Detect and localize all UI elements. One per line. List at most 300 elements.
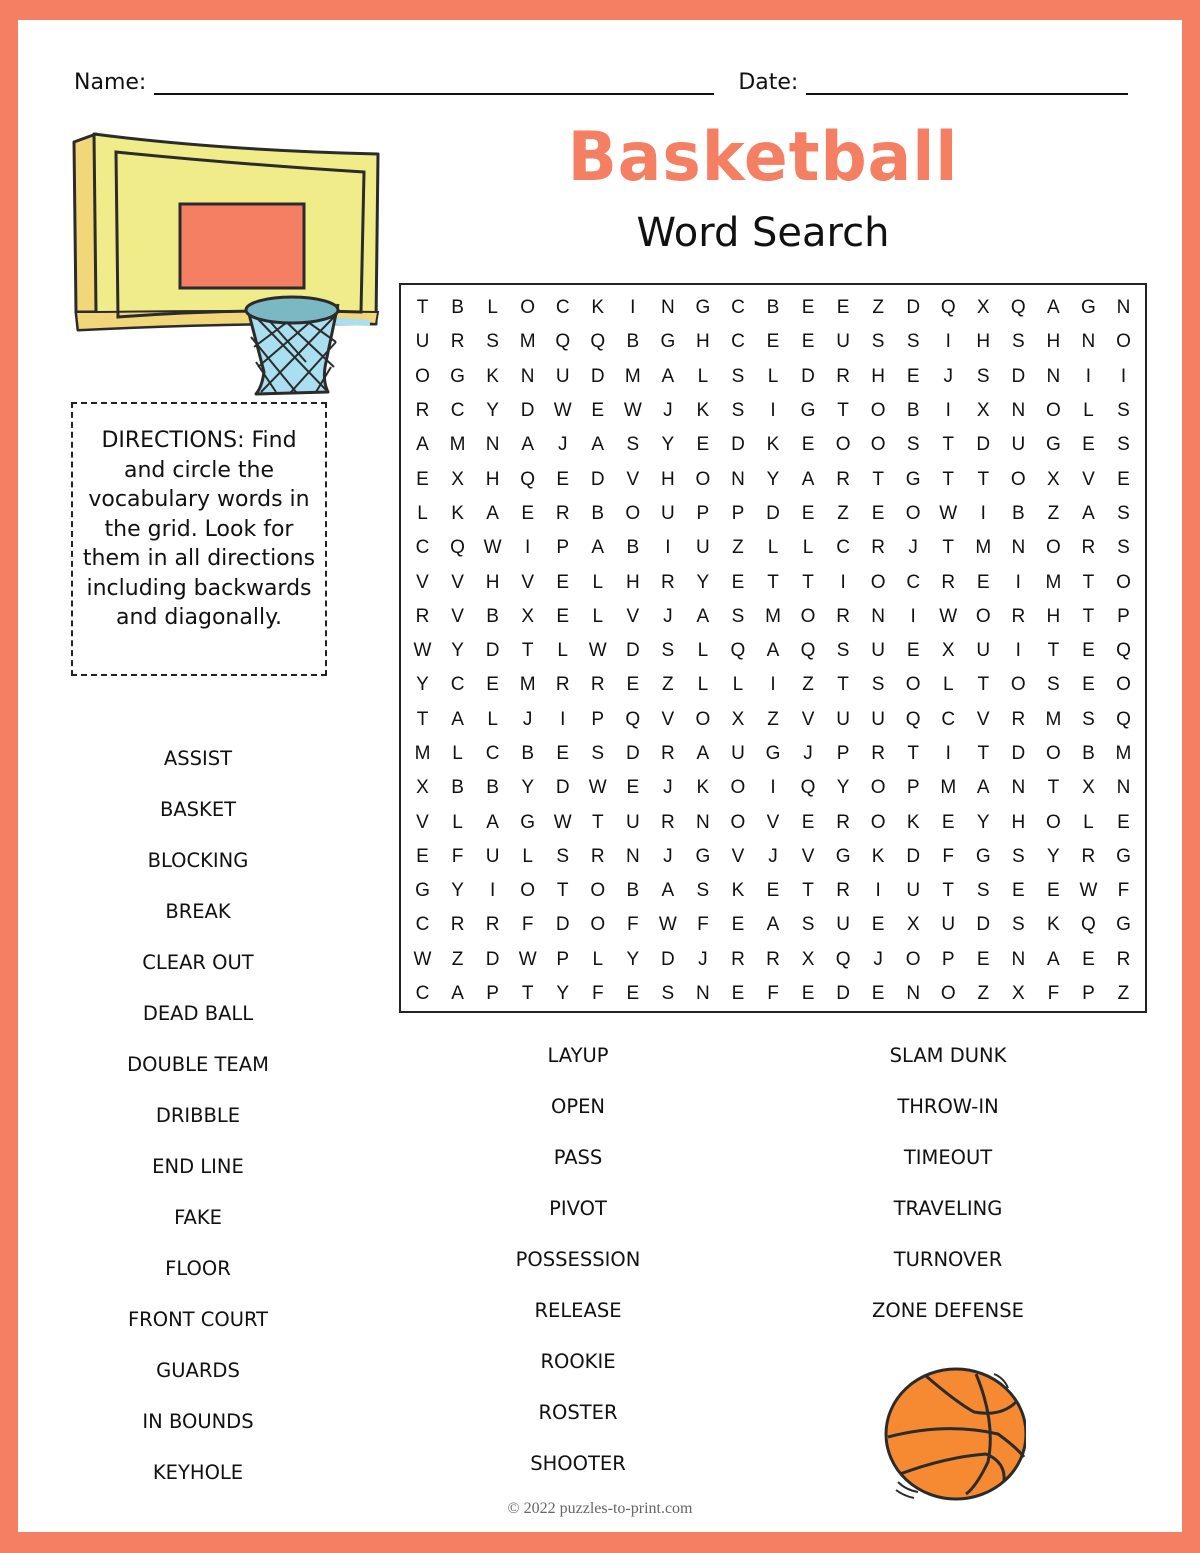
grid-cell[interactable]: P (1082, 983, 1095, 1005)
grid-cell[interactable]: R (590, 674, 605, 696)
grid-cell[interactable]: Q (905, 708, 921, 730)
grid-cell[interactable]: E (731, 571, 745, 593)
grid-cell[interactable]: T (591, 811, 604, 833)
grid-cell[interactable]: B (451, 777, 464, 799)
grid-cell[interactable]: X (731, 708, 745, 730)
grid-cell[interactable]: X (976, 297, 990, 319)
grid-cell[interactable]: J (908, 537, 918, 559)
grid-cell[interactable]: R (836, 811, 850, 833)
grid-cell[interactable]: M (519, 674, 536, 696)
grid-cell[interactable]: Y (661, 434, 675, 456)
grid-cell[interactable]: T (521, 640, 534, 662)
grid-cell[interactable]: Y (976, 811, 990, 833)
grid-cell[interactable]: A (661, 880, 675, 902)
grid-cell[interactable]: F (767, 983, 779, 1005)
grid-cell[interactable]: D (731, 434, 745, 456)
grid-cell[interactable]: B (626, 331, 640, 353)
grid-cell[interactable]: D (555, 777, 570, 799)
grid-cell[interactable]: H (485, 468, 500, 490)
grid-cell[interactable]: E (1047, 880, 1060, 902)
grid-cell[interactable]: J (522, 708, 533, 730)
grid-cell[interactable]: A (976, 777, 990, 799)
grid-cell[interactable]: L (592, 571, 604, 593)
grid-cell[interactable]: K (731, 880, 745, 902)
grid-cell[interactable]: F (942, 845, 955, 867)
grid-cell[interactable]: C (555, 297, 570, 319)
grid-cell[interactable]: H (696, 331, 710, 353)
grid-cell[interactable]: T (977, 468, 990, 490)
grid-cell[interactable]: A (1082, 502, 1095, 524)
grid-cell[interactable]: O (1116, 674, 1131, 696)
grid-cell[interactable]: N (696, 811, 710, 833)
grid-cell[interactable]: Y (1047, 845, 1060, 867)
grid-cell[interactable]: E (591, 400, 605, 422)
grid-cell[interactable]: A (486, 811, 499, 833)
grid-cell[interactable]: F (627, 914, 639, 936)
grid-cell[interactable]: P (906, 777, 920, 799)
grid-cell[interactable]: N (625, 845, 640, 867)
grid-cell[interactable]: S (836, 640, 850, 662)
grid-cell[interactable]: E (626, 983, 640, 1005)
grid-cell[interactable]: W (413, 948, 432, 970)
grid-cell[interactable]: P (836, 743, 850, 764)
grid-cell[interactable]: X (1011, 983, 1025, 1005)
grid-cell[interactable]: D (520, 400, 535, 422)
grid-cell[interactable]: A (766, 640, 780, 662)
grid-cell[interactable]: D (485, 948, 500, 970)
grid-cell[interactable]: B (591, 502, 605, 524)
grid-cell[interactable]: R (1116, 948, 1131, 970)
grid-cell[interactable]: L (487, 708, 498, 730)
grid-cell[interactable]: R (555, 502, 570, 524)
grid-cell[interactable]: V (451, 571, 464, 593)
grid-cell[interactable]: V (626, 605, 640, 627)
grid-cell[interactable]: Z (837, 502, 849, 524)
grid-cell[interactable]: L (487, 297, 498, 319)
grid-cell[interactable]: M (1045, 708, 1062, 730)
grid-cell[interactable]: G (520, 811, 536, 833)
grid-cell[interactable]: C (906, 571, 921, 593)
grid-cell[interactable]: D (766, 502, 780, 524)
grid-cell[interactable]: D (906, 297, 921, 319)
grid-cell[interactable]: O (835, 434, 851, 456)
grid-cell[interactable]: L (592, 605, 604, 627)
grid-cell[interactable]: X (906, 914, 920, 936)
grid-cell[interactable]: T (1082, 605, 1095, 627)
grid-cell[interactable]: L (1083, 400, 1094, 422)
grid-cell[interactable]: D (555, 914, 570, 936)
grid-cell[interactable]: Z (1117, 983, 1130, 1005)
grid-cell[interactable]: E (556, 743, 570, 764)
grid-cell[interactable]: G (800, 400, 816, 422)
grid-cell[interactable]: E (1011, 880, 1025, 902)
grid-cell[interactable]: O (590, 880, 606, 902)
grid-cell[interactable]: O (870, 811, 886, 833)
grid-cell[interactable]: H (1046, 331, 1061, 353)
name-field[interactable] (154, 71, 714, 95)
grid-cell[interactable]: O (905, 502, 921, 524)
grid-cell[interactable]: O (1045, 743, 1061, 764)
grid-cell[interactable]: T (872, 468, 884, 490)
grid-cell[interactable]: B (451, 297, 464, 319)
grid-cell[interactable]: U (871, 640, 885, 662)
grid-cell[interactable]: R (660, 811, 675, 833)
grid-cell[interactable]: E (801, 331, 815, 353)
grid-cell[interactable]: Z (451, 948, 464, 970)
grid-cell[interactable]: Y (451, 640, 464, 662)
grid-cell[interactable]: E (731, 914, 745, 936)
grid-cell[interactable]: J (663, 845, 673, 867)
grid-cell[interactable]: W (623, 400, 642, 422)
grid-cell[interactable]: N (1011, 948, 1026, 970)
grid-cell[interactable]: E (521, 502, 534, 524)
grid-cell[interactable]: L (557, 640, 568, 662)
grid-cell[interactable]: X (941, 640, 955, 662)
grid-cell[interactable]: T (556, 880, 569, 902)
grid-cell[interactable]: C (485, 743, 500, 764)
grid-cell[interactable]: U (625, 811, 640, 833)
grid-cell[interactable]: W (1079, 880, 1098, 902)
grid-cell[interactable]: A (696, 743, 710, 764)
grid-cell[interactable]: N (520, 365, 535, 387)
grid-cell[interactable]: T (1047, 640, 1060, 662)
grid-cell[interactable]: I (525, 537, 531, 559)
grid-cell[interactable]: E (976, 948, 990, 970)
grid-cell[interactable]: W (939, 502, 958, 524)
grid-cell[interactable]: E (416, 845, 429, 867)
grid-cell[interactable]: Q (1010, 297, 1026, 319)
grid-cell[interactable]: W (588, 777, 607, 799)
grid-cell[interactable]: Y (556, 983, 570, 1005)
grid-cell[interactable]: R (485, 914, 500, 936)
grid-cell[interactable]: R (555, 674, 570, 696)
grid-cell[interactable]: P (731, 502, 745, 524)
grid-cell[interactable]: E (416, 468, 429, 490)
grid-cell[interactable]: G (660, 331, 676, 353)
grid-cell[interactable]: R (941, 571, 956, 593)
grid-cell[interactable]: A (801, 468, 815, 490)
grid-cell[interactable]: U (415, 331, 430, 353)
grid-cell[interactable]: B (1011, 502, 1025, 524)
grid-cell[interactable]: R (660, 743, 675, 764)
grid-cell[interactable]: U (485, 845, 500, 867)
grid-cell[interactable]: P (1117, 605, 1130, 627)
grid-cell[interactable]: A (451, 983, 464, 1005)
grid-cell[interactable]: U (660, 502, 675, 524)
grid-cell[interactable]: D (590, 365, 605, 387)
grid-cell[interactable]: J (663, 400, 673, 422)
grid-cell[interactable]: S (1047, 674, 1060, 696)
grid-cell[interactable]: E (801, 434, 815, 456)
grid-cell[interactable]: O (730, 777, 746, 799)
grid-cell[interactable]: E (626, 777, 640, 799)
grid-cell[interactable]: E (941, 811, 955, 833)
grid-cell[interactable]: I (945, 743, 951, 764)
grid-cell[interactable]: O (870, 571, 886, 593)
grid-cell[interactable]: Z (872, 297, 884, 319)
grid-cell[interactable]: R (836, 880, 850, 902)
grid-cell[interactable]: E (1082, 674, 1095, 696)
grid-cell[interactable]: A (591, 537, 605, 559)
grid-cell[interactable]: E (1082, 640, 1095, 662)
grid-cell[interactable]: K (1047, 914, 1060, 936)
grid-cell[interactable]: V (801, 708, 815, 730)
grid-cell[interactable]: S (696, 880, 710, 902)
grid-cell[interactable]: V (416, 571, 429, 593)
grid-cell[interactable]: S (556, 845, 570, 867)
grid-cell[interactable]: U (906, 880, 921, 902)
grid-cell[interactable]: T (767, 571, 779, 593)
grid-cell[interactable]: L (767, 537, 779, 559)
grid-cell[interactable]: S (801, 914, 815, 936)
grid-cell[interactable]: J (663, 605, 673, 627)
grid-cell[interactable]: I (560, 708, 566, 730)
grid-cell[interactable]: L (697, 640, 709, 662)
grid-cell[interactable]: S (871, 674, 885, 696)
grid-cell[interactable]: Z (802, 674, 814, 696)
grid-cell[interactable]: R (871, 537, 885, 559)
grid-cell[interactable]: Y (416, 674, 429, 696)
grid-cell[interactable]: I (945, 331, 951, 353)
grid-cell[interactable]: D (660, 948, 675, 970)
grid-cell[interactable]: K (871, 845, 885, 867)
grid-cell[interactable]: C (450, 674, 465, 696)
grid-cell[interactable]: F (451, 845, 464, 867)
grid-cell[interactable]: T (802, 880, 814, 902)
grid-cell[interactable]: G (695, 297, 711, 319)
grid-cell[interactable]: J (698, 948, 708, 970)
grid-cell[interactable]: K (906, 811, 920, 833)
grid-cell[interactable]: O (1116, 571, 1131, 593)
grid-cell[interactable]: H (660, 468, 675, 490)
grid-cell[interactable]: O (905, 674, 921, 696)
grid-cell[interactable]: R (1011, 708, 1026, 730)
grid-cell[interactable]: O (870, 400, 886, 422)
grid-cell[interactable]: V (1082, 468, 1095, 490)
grid-cell[interactable]: C (941, 708, 956, 730)
grid-cell[interactable]: Q (555, 331, 571, 353)
grid-cell[interactable]: S (1117, 502, 1130, 524)
grid-cell[interactable]: E (801, 983, 815, 1005)
grid-cell[interactable]: L (592, 948, 604, 970)
grid-cell[interactable]: B (1082, 743, 1095, 764)
grid-cell[interactable]: E (906, 365, 920, 387)
grid-cell[interactable]: N (1046, 365, 1061, 387)
grid-cell[interactable]: Z (767, 708, 779, 730)
grid-cell[interactable]: K (451, 502, 464, 524)
grid-cell[interactable]: C (731, 331, 745, 353)
grid-cell[interactable]: T (942, 468, 955, 490)
grid-cell[interactable]: K (696, 400, 710, 422)
grid-cell[interactable]: T (802, 571, 814, 593)
grid-cell[interactable]: S (1011, 331, 1025, 353)
grid-cell[interactable]: G (905, 468, 921, 490)
grid-cell[interactable]: E (766, 880, 780, 902)
grid-cell[interactable]: O (1010, 674, 1026, 696)
grid-cell[interactable]: R (731, 948, 745, 970)
grid-cell[interactable]: I (875, 880, 881, 902)
grid-cell[interactable]: R (1081, 845, 1096, 867)
grid-cell[interactable]: U (696, 537, 710, 559)
grid-cell[interactable]: Y (486, 400, 499, 422)
grid-cell[interactable]: I (1015, 571, 1021, 593)
grid-cell[interactable]: P (696, 502, 710, 524)
grid-cell[interactable]: D (1011, 743, 1026, 764)
grid-cell[interactable]: F (697, 914, 709, 936)
grid-cell[interactable]: D (906, 845, 921, 867)
grid-cell[interactable]: D (836, 983, 850, 1005)
grid-cell[interactable]: I (665, 537, 671, 559)
grid-cell[interactable]: Q (625, 708, 641, 730)
grid-cell[interactable]: D (485, 640, 500, 662)
grid-cell[interactable]: L (522, 845, 533, 867)
grid-cell[interactable]: X (416, 777, 429, 799)
grid-cell[interactable]: T (521, 983, 534, 1005)
grid-cell[interactable]: O (800, 605, 816, 627)
grid-cell[interactable]: Z (662, 674, 674, 696)
grid-cell[interactable]: J (557, 434, 568, 456)
grid-cell[interactable]: G (450, 365, 465, 387)
grid-cell[interactable]: C (415, 537, 430, 559)
grid-cell[interactable]: Q (940, 297, 956, 319)
grid-cell[interactable]: E (486, 674, 499, 696)
grid-cell[interactable]: I (840, 571, 846, 593)
grid-cell[interactable]: R (766, 948, 780, 970)
grid-cell[interactable]: N (660, 297, 675, 319)
grid-cell[interactable]: F (591, 983, 604, 1005)
grid-cell[interactable]: S (661, 983, 675, 1005)
grid-cell[interactable]: O (625, 502, 641, 524)
grid-cell[interactable]: G (975, 845, 991, 867)
grid-cell[interactable]: T (977, 674, 990, 696)
grid-cell[interactable]: T (942, 880, 955, 902)
grid-cell[interactable]: D (625, 743, 640, 764)
grid-cell[interactable]: S (906, 331, 920, 353)
grid-cell[interactable]: N (731, 468, 745, 490)
grid-cell[interactable]: M (940, 777, 957, 799)
grid-cell[interactable]: E (766, 331, 780, 353)
grid-cell[interactable]: G (695, 845, 711, 867)
grid-cell[interactable]: E (1117, 811, 1130, 833)
grid-cell[interactable]: R (836, 365, 850, 387)
grid-cell[interactable]: P (486, 983, 499, 1005)
grid-cell[interactable]: T (1082, 571, 1095, 593)
grid-cell[interactable]: C (731, 297, 745, 319)
grid-cell[interactable]: V (416, 811, 429, 833)
grid-cell[interactable]: Q (800, 777, 816, 799)
grid-cell[interactable]: Q (1116, 640, 1131, 662)
grid-cell[interactable]: X (801, 948, 815, 970)
grid-cell[interactable]: S (731, 365, 745, 387)
grid-cell[interactable]: R (450, 331, 465, 353)
grid-cell[interactable]: S (1117, 434, 1130, 456)
grid-cell[interactable]: W (939, 605, 958, 627)
grid-cell[interactable]: E (801, 297, 815, 319)
grid-cell[interactable]: U (836, 708, 850, 730)
grid-cell[interactable]: Y (451, 880, 464, 902)
grid-cell[interactable]: Q (730, 640, 746, 662)
grid-cell[interactable]: U (976, 640, 991, 662)
grid-cell[interactable]: T (942, 537, 955, 559)
grid-cell[interactable]: L (697, 365, 709, 387)
grid-cell[interactable]: W (553, 400, 572, 422)
grid-cell[interactable]: E (871, 914, 885, 936)
grid-cell[interactable]: S (976, 365, 990, 387)
grid-cell[interactable]: P (556, 537, 570, 559)
grid-cell[interactable]: G (1081, 297, 1096, 319)
grid-cell[interactable]: T (837, 674, 849, 696)
grid-cell[interactable]: E (1117, 468, 1130, 490)
grid-cell[interactable]: F (1047, 983, 1060, 1005)
grid-cell[interactable]: Q (1081, 914, 1096, 936)
grid-cell[interactable]: H (871, 365, 885, 387)
grid-cell[interactable]: T (416, 297, 429, 319)
grid-cell[interactable]: D (590, 468, 605, 490)
grid-cell[interactable]: J (873, 948, 883, 970)
grid-cell[interactable]: N (1116, 297, 1131, 319)
grid-cell[interactable]: O (695, 468, 711, 490)
grid-cell[interactable]: E (1082, 434, 1095, 456)
grid-cell[interactable]: E (556, 571, 570, 593)
grid-cell[interactable]: V (976, 708, 990, 730)
grid-cell[interactable]: A (416, 434, 429, 456)
grid-cell[interactable]: R (590, 845, 605, 867)
grid-cell[interactable]: E (871, 983, 885, 1005)
grid-cell[interactable]: V (451, 605, 464, 627)
grid-cell[interactable]: T (416, 708, 429, 730)
grid-cell[interactable]: C (836, 537, 850, 559)
grid-cell[interactable]: S (1011, 914, 1025, 936)
grid-cell[interactable]: Y (696, 571, 710, 593)
grid-cell[interactable]: D (625, 640, 640, 662)
grid-cell[interactable]: O (1010, 468, 1026, 490)
grid-cell[interactable]: X (451, 468, 464, 490)
grid-cell[interactable]: O (415, 365, 430, 387)
grid-cell[interactable]: S (1011, 845, 1025, 867)
grid-cell[interactable]: P (591, 708, 605, 730)
grid-cell[interactable]: E (556, 605, 570, 627)
grid-cell[interactable]: E (801, 502, 815, 524)
grid-cell[interactable]: M (414, 743, 431, 764)
grid-cell[interactable]: H (1011, 811, 1026, 833)
grid-cell[interactable]: Q (520, 468, 536, 490)
grid-cell[interactable]: V (766, 811, 780, 833)
grid-cell[interactable]: O (1116, 331, 1131, 353)
grid-cell[interactable]: C (415, 914, 430, 936)
grid-cell[interactable]: W (413, 640, 432, 662)
grid-cell[interactable]: O (1045, 811, 1061, 833)
grid-cell[interactable]: I (980, 502, 986, 524)
grid-cell[interactable]: E (731, 983, 745, 1005)
grid-cell[interactable]: K (591, 297, 605, 319)
grid-cell[interactable]: K (696, 777, 710, 799)
grid-cell[interactable]: J (943, 365, 953, 387)
grid-cell[interactable]: G (765, 743, 781, 764)
grid-cell[interactable]: Y (766, 468, 780, 490)
grid-cell[interactable]: O (520, 880, 536, 902)
grid-cell[interactable]: S (661, 640, 675, 662)
grid-cell[interactable]: N (485, 434, 500, 456)
grid-cell[interactable]: S (626, 434, 640, 456)
grid-cell[interactable]: A (591, 434, 605, 456)
grid-cell[interactable]: R (1011, 605, 1026, 627)
grid-cell[interactable]: T (907, 743, 919, 764)
grid-cell[interactable]: U (941, 914, 956, 936)
grid-cell[interactable]: O (730, 811, 746, 833)
grid-cell[interactable]: E (801, 811, 815, 833)
grid-cell[interactable]: N (1011, 537, 1026, 559)
grid-cell[interactable]: R (660, 571, 675, 593)
